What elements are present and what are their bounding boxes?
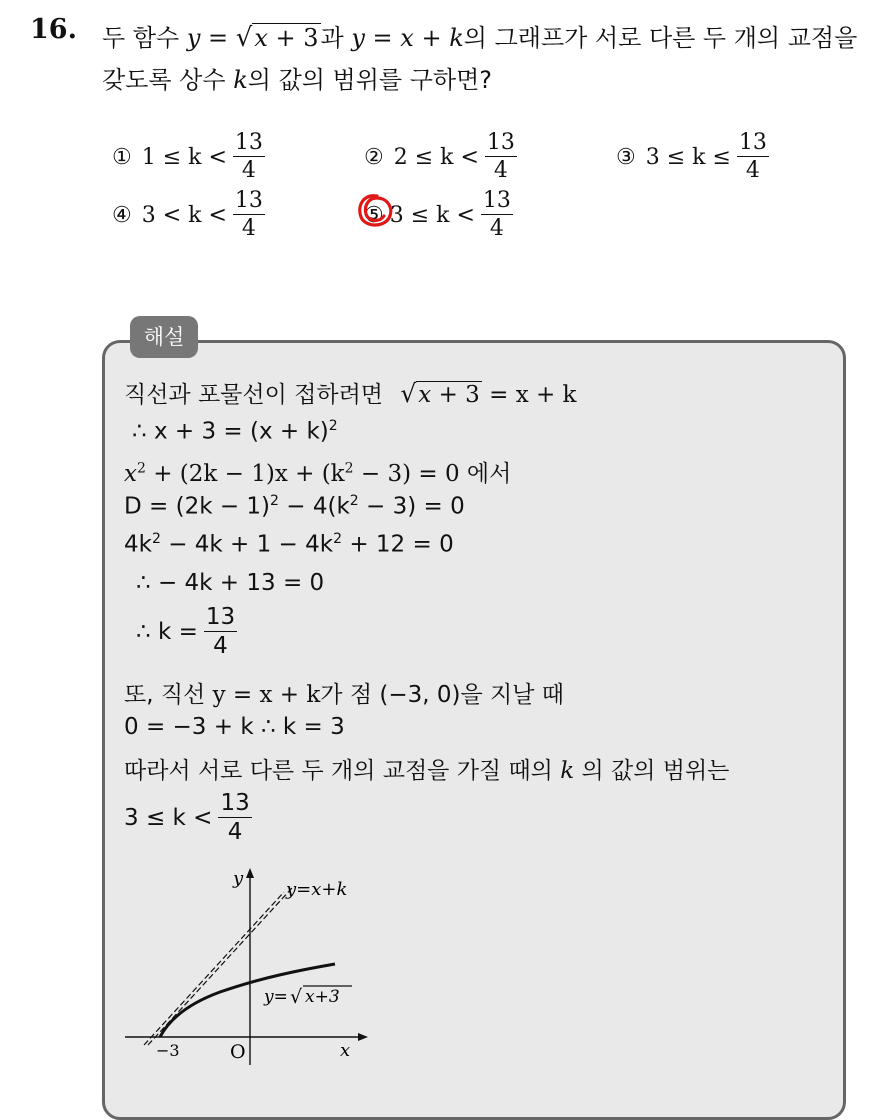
solution-line-6: ∴ − 4k + 13 = 0 — [136, 570, 325, 596]
y-axis — [246, 868, 254, 1065]
solution-line-11 — [124, 792, 252, 844]
solution-l7-num: 13 — [205, 604, 236, 630]
option-3-den: 4 — [745, 158, 760, 183]
solution-line-7 — [136, 606, 237, 658]
solution-l1-math: = x + k — [489, 382, 577, 408]
graph-curve-radical: √ — [290, 986, 303, 1008]
question-number: 16. — [30, 14, 77, 45]
solution-l2: ∴ x + 3 = (x + k) — [132, 418, 329, 445]
option-2-den: 4 — [493, 158, 508, 183]
option-1-den: 4 — [241, 158, 256, 183]
graph-curve-label-b: x+3 — [305, 987, 340, 1007]
question-text-1b: 과 — [320, 24, 344, 52]
option-2-num: 13 — [486, 130, 515, 155]
solution-l3-math: + (2k − 1)x + (k — [153, 461, 345, 487]
option-3[interactable] — [616, 132, 769, 182]
solution-l10-a: 따라서 서로 다른 두 개의 교점을 가질 때의 — [124, 758, 553, 784]
graph-curve-label-a: y= — [264, 987, 288, 1007]
option-1-num: 13 — [234, 130, 263, 155]
solution-l11-den: 4 — [227, 819, 243, 845]
solution-l5-a: 4k — [124, 531, 152, 558]
option-3-expr: 3 ≤ k ≤ — [645, 144, 731, 170]
solution-l5-b: − 4k + 1 − 4k — [168, 531, 334, 558]
question-text-2b: 의 값의 범위를 구하면? — [247, 66, 493, 94]
solution-l3-tail: − 3) = 0 — [360, 461, 460, 487]
graph-line-label: y=x+k — [286, 879, 348, 900]
solution-l4-b: − 4(k — [286, 493, 350, 520]
option-4-num: 13 — [234, 188, 263, 213]
solution-graph — [120, 860, 380, 1070]
graph-curve-label — [263, 986, 352, 1008]
option-4[interactable] — [112, 190, 265, 240]
solution-line-2: ∴ $x + 3 = (x + k)^2$ — [132, 418, 338, 445]
question-text-1a: 두 함수 — [102, 24, 180, 52]
option-2[interactable] — [364, 132, 517, 182]
solution-tag: 해설 — [130, 316, 198, 358]
solution-line-10: 따라서 서로 다른 두 개의 교점을 가질 때의 k 의 값의 범위는 — [124, 758, 730, 784]
solution-line-8 — [124, 676, 564, 709]
option-1-marker: ① — [112, 144, 132, 170]
solution-l11: 3 ≤ k < — [124, 805, 213, 831]
option-1[interactable] — [112, 132, 265, 182]
question-text-2a: 갖도록 상수 — [102, 66, 226, 94]
solution-l8-b: 가 점 (−3, 0)을 지날 때 — [320, 682, 564, 708]
option-3-marker: ③ — [616, 144, 636, 170]
solution-l1-text: 직선과 포물선이 접하려면 — [124, 382, 384, 408]
option-5-num: 13 — [482, 188, 511, 213]
graph-origin-label: O — [230, 1041, 246, 1063]
solution-l4-c: − 3) = 0 — [366, 493, 465, 520]
solution-l8-a: 또, 직선 — [124, 682, 206, 708]
solution-l11-num: 13 — [220, 790, 250, 816]
solution-line-1: 직선과 포물선이 접하려면 √x + 3 = x + k — [124, 379, 577, 408]
question-line-1: 두 함수 y = √x + 3과 y = x + k의 그래프가 서로 다른 두 개의 교점을 — [102, 23, 858, 53]
answer-circle-mark — [355, 190, 395, 230]
option-5-marker: ⑤ — [364, 202, 384, 228]
solution-l8-math: y = x + k — [212, 682, 321, 708]
option-5-expr: 3 ≤ k < — [389, 202, 475, 228]
option-2-expr: 2 ≤ k < — [393, 144, 479, 170]
option-2-marker: ② — [364, 144, 384, 170]
option-1-expr: 1 ≤ k < — [141, 144, 227, 170]
solution-line-5: $4k^2 - 4k + 1 - 4k^2 + 12 = 0$ — [124, 531, 454, 558]
option-4-expr: 3 < k < — [141, 202, 227, 228]
solution-l7: ∴ k = — [136, 619, 198, 645]
solution-l4: D = (2k − 1) — [124, 493, 271, 520]
option-3-num: 13 — [738, 130, 767, 155]
graph-x-label: x — [340, 1040, 351, 1061]
solution-l5-c: + 12 = 0 — [349, 531, 454, 558]
graph-intercept-label: −3 — [156, 1041, 180, 1060]
solution-line-3: $x^2 + (2k - 1)x + (k^2 - 3) = 0$ 에서 — [124, 460, 512, 487]
option-4-den: 4 — [241, 216, 256, 241]
option-4-marker: ④ — [112, 202, 132, 228]
question-text-1c: 의 그래프가 서로 다른 두 개의 교점을 — [463, 24, 858, 52]
solution-l3-text: 에서 — [466, 461, 512, 487]
question-line-2: 갖도록 상수 k의 값의 범위를 구하면? — [102, 66, 493, 94]
option-5-den: 4 — [489, 216, 504, 241]
solution-line-4: $D = (2k - 1)^2 - 4(k^2 - 3) = 0$ — [124, 493, 465, 520]
graph-y-label: y — [233, 868, 244, 889]
solution-l7-den: 4 — [213, 633, 228, 659]
solution-l10-b: 의 값의 범위는 — [581, 758, 730, 784]
line-through-point-dashed — [144, 892, 284, 1045]
solution-line-9: 0 = −3 + k ∴ k = 3 — [124, 714, 345, 740]
